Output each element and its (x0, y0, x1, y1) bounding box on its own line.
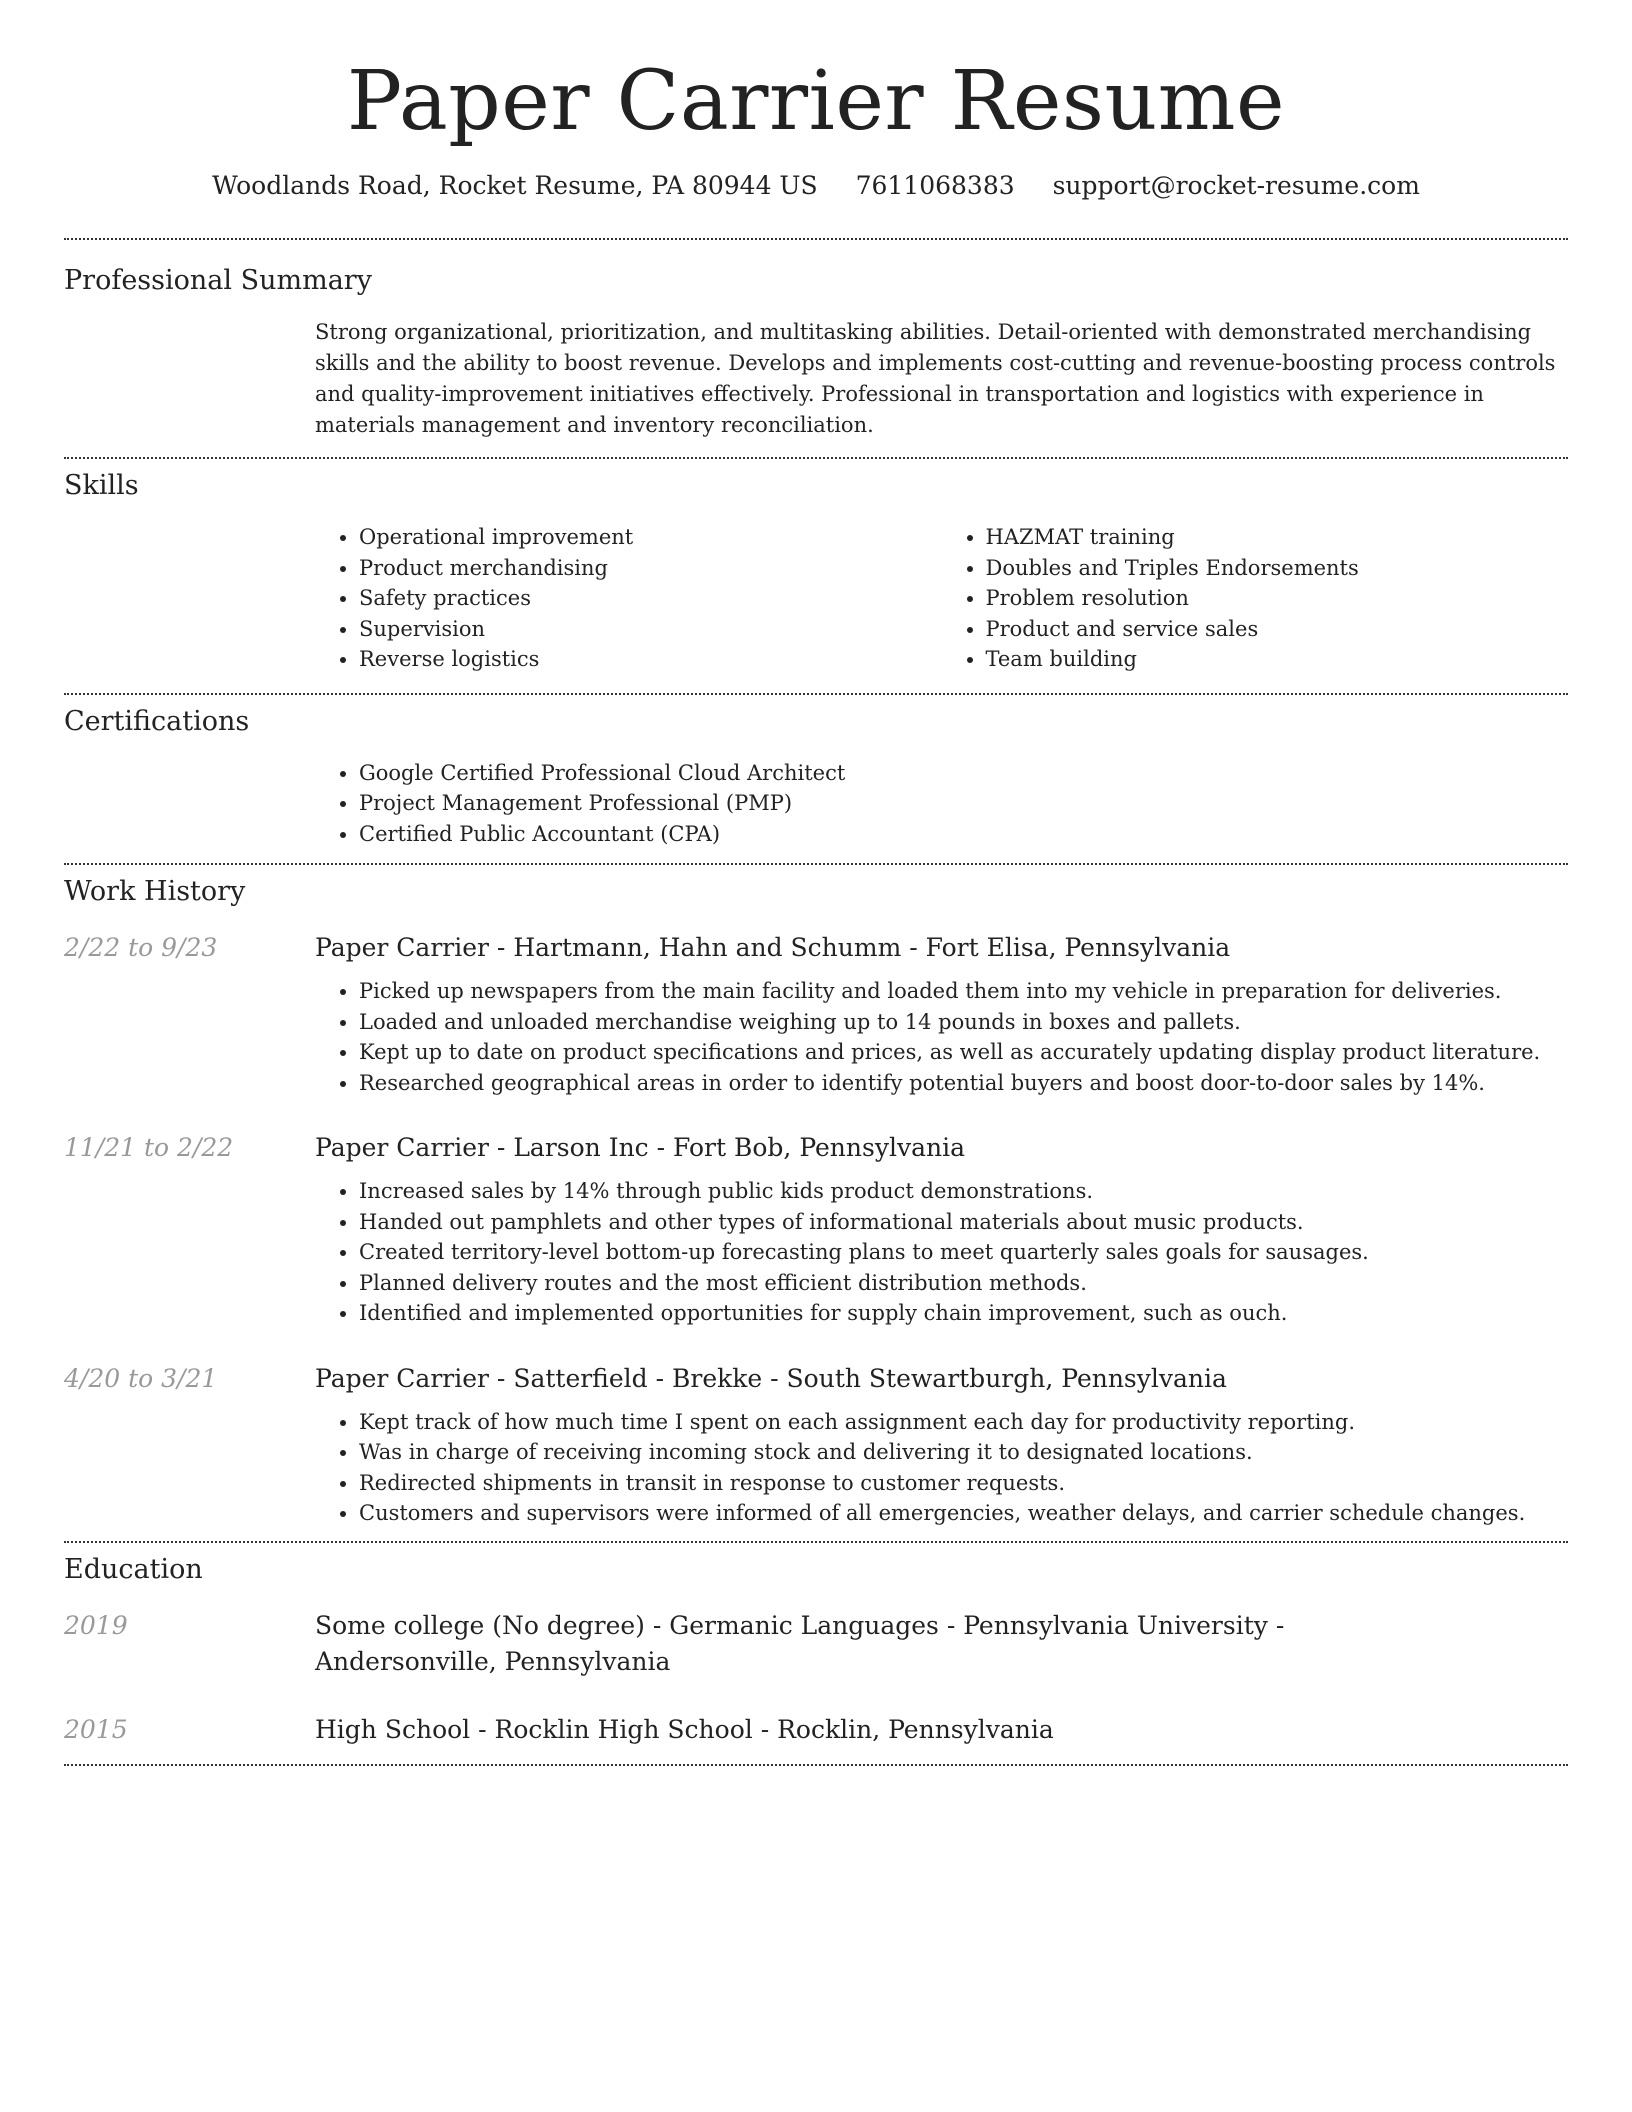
section-title-skills: Skills (64, 470, 139, 501)
job-bullets (315, 1176, 1568, 1329)
job-title: Paper Carrier - Hartmann, Hahn and Schumm - Fort Elisa, Pennsylvania (315, 933, 1231, 962)
section-title-work: Work History (64, 876, 246, 907)
skill-item: • Operational improvement (359, 522, 942, 553)
job-bullet: • Created territory-level bottom-up forecasting plans to meet quarterly sales goals for sausages. (359, 1237, 1568, 1268)
job-bullets (315, 1407, 1568, 1529)
education-entry (64, 1712, 1568, 1748)
certification-item: • Certified Public Accountant (CPA) (359, 819, 1568, 850)
summary-text: Strong organizational, prioritization, and multitasking abilities. Detail-oriented with demonstrated merchandising skills and the ability to boost revenue. Develops and implements cost-cutting and revenue-boosting process controls and quality-improvement initiatives effectively. Professional in transportation and logistics with experience in materials management and inventory reconciliation. (315, 320, 1556, 437)
job-body (315, 1176, 1568, 1329)
job-bullet: • Customers and supervisors were informed of all emergencies, weather delays, and carrier schedule changes. (359, 1498, 1568, 1529)
contact-address: Woodlands Road, Rocket Resume, PA 80944 US (212, 171, 818, 200)
section-title-summary: Professional Summary (64, 265, 372, 296)
job-bullet: • Kept up to date on product specifications and prices, as well as accurately updating display product literature. (359, 1037, 1568, 1068)
education-date: 2015 (64, 1714, 128, 1744)
contact-email: support@rocket-resume.com (1052, 171, 1420, 200)
skill-item: • Supervision (359, 614, 942, 645)
certifications-body (315, 758, 1568, 850)
job-entry (64, 1130, 1568, 1329)
job-bullet: • Picked up newspapers from the main facility and loaded them into my vehicle in preparation for deliveries. (359, 976, 1568, 1007)
job-body (315, 1407, 1568, 1529)
resume-title: Paper Carrier Resume (346, 54, 1286, 149)
education-section (64, 1543, 1568, 1748)
job-bullet: • Identified and implemented opportunities for supply chain improvement, such as ouch. (359, 1298, 1568, 1329)
job-date: 4/20 to 3/21 (64, 1363, 218, 1393)
skill-item: • Product merchandising (359, 553, 942, 584)
job-bullet: • Researched geographical areas in order to identify potential buyers and boost door-to-door sales by 14%. (359, 1068, 1568, 1099)
certifications-list (315, 758, 1568, 850)
certifications-section (64, 695, 1568, 850)
job-bullets (315, 976, 1568, 1098)
job-title: Paper Carrier - Satterfield - Brekke - South Stewartburgh, Pennsylvania (315, 1363, 1227, 1393)
certification-item: • Project Management Professional (PMP) (359, 788, 1568, 819)
job-body (315, 976, 1568, 1098)
job-header (64, 1130, 1568, 1166)
education-date: 2019 (64, 1610, 128, 1640)
contact-phone: 7611068383 (855, 171, 1015, 200)
certification-item: • Google Certified Professional Cloud Architect (359, 758, 1568, 789)
skill-item: • Safety practices (359, 583, 942, 614)
job-bullet: • Loaded and unloaded merchandise weighing up to 14 pounds in boxes and pallets. (359, 1007, 1568, 1038)
job-date: 2/22 to 9/23 (64, 933, 218, 962)
job-date: 11/21 to 2/22 (64, 1133, 234, 1162)
work-section (64, 865, 1568, 1529)
job-header (64, 1361, 1568, 1397)
job-header (64, 930, 1568, 966)
skill-item: • Team building (986, 644, 1569, 675)
job-bullet: • Redirected shipments in transit in response to customer requests. (359, 1468, 1568, 1499)
job-bullet: • Kept track of how much time I spent on each assignment each day for productivity reporting. (359, 1407, 1568, 1438)
skills-list-left (315, 522, 942, 675)
education-title: Some college (No degree) - Germanic Languages - Pennsylvania University - Andersonville, Pennsylvania (315, 1610, 1285, 1676)
summary-section (64, 240, 1568, 441)
job-title: Paper Carrier - Larson Inc - Fort Bob, Pennsylvania (315, 1133, 965, 1162)
job-bullet: • Planned delivery routes and the most efficient distribution methods. (359, 1268, 1568, 1299)
section-title-certifications: Certifications (64, 705, 250, 737)
skill-item: • Doubles and Triples Endorsements (986, 553, 1569, 584)
job-bullet: • Was in charge of receiving incoming stock and delivering it to designated locations. (359, 1437, 1568, 1468)
job-bullet: • Handed out pamphlets and other types of informational materials about music products. (359, 1207, 1568, 1238)
skills-list-right (942, 522, 1569, 675)
education-title: High School - Rocklin High School - Rocklin, Pennsylvania (315, 1714, 1054, 1744)
education-entry (64, 1608, 1568, 1680)
skills-section (64, 459, 1568, 675)
job-entry (64, 1361, 1568, 1529)
job-entry (64, 930, 1568, 1098)
section-title-education: Education (64, 1553, 203, 1585)
skill-item: • Product and service sales (986, 614, 1569, 645)
skill-item: • Problem resolution (986, 583, 1569, 614)
divider (64, 1764, 1568, 1766)
job-bullet: • Increased sales by 14% through public kids product demonstrations. (359, 1176, 1568, 1207)
skill-item: • HAZMAT training (986, 522, 1569, 553)
contact-line (64, 168, 1568, 204)
resume-page (64, 0, 1568, 1766)
skills-columns (315, 522, 1568, 675)
skill-item: • Reverse logistics (359, 644, 942, 675)
